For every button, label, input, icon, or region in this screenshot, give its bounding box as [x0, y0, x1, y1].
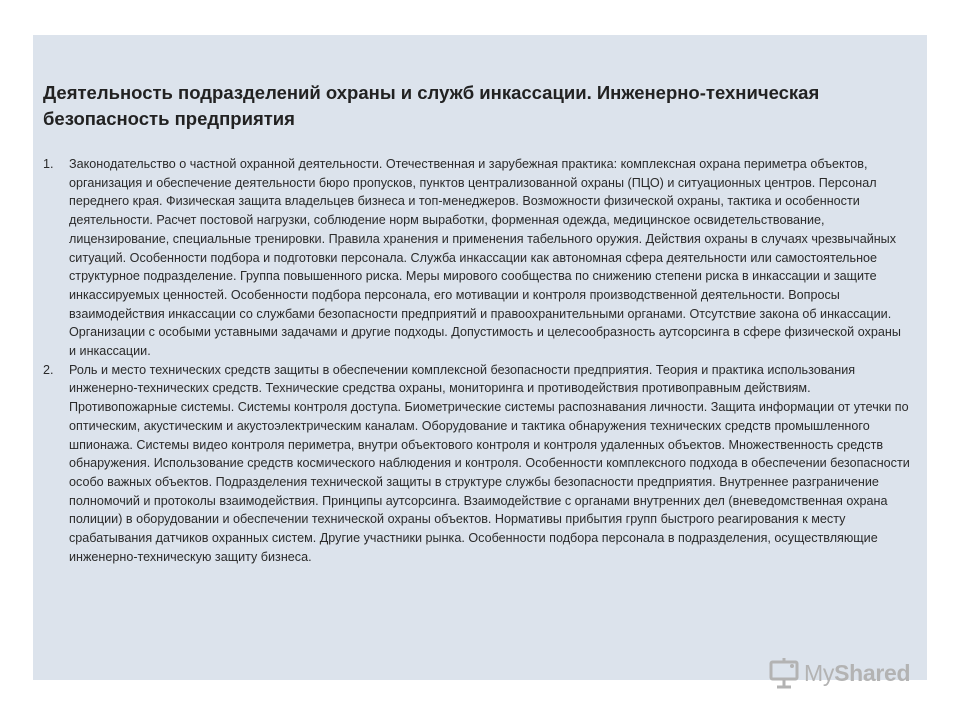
- list-item-text: Роль и место технических средств защиты в обеспечении комплексной безопасности предприятия. Теория и практика использования инженерно-технических средств. Технические средства охраны, мониторинга и противодействия противоправным действиям. Противопожарные системы. Системы контроля доступа. Биометрические системы распознавания личности. Защита информации от утечки по оптическим, акустическим и акустоэлектрическим каналам. Оборудование и тактика обнаружения технических средств промышленного шпионажа. Системы видео контроля периметра, внутри объектового контроля и контроля удаленных объектов. Множественность средств обнаружения. Использование средств космического наблюдения и контроля. Особенности комплексного подхода в обеспечении безопасности особо важных объектов. Подразделения технической защиты в структуре службы безопасности предприятия. Внутреннее разграничение полномочий и протоколы взаимодействия. Принципы аутсорсинга. Взаимодействие с органами внутренних дел (вневедомственная охрана полиции) в оборудовании и обеспечении технической охраны объектов. Нормативы прибытия групп быстрого реагирования к месту срабатывания датчиков охранных систем. Другие участники рынка. Особенности подбора персонала в подразделения, осуществляющие инженерно-техническую защиту бизнеса.: [69, 362, 910, 564]
- list-item: [43, 155, 911, 361]
- watermark-brand: MyShared: [804, 659, 911, 686]
- presentation-board-icon: [768, 656, 802, 690]
- list-item-number: 2.: [43, 362, 54, 377]
- topic-list: [43, 155, 911, 566]
- watermark-logo: [768, 655, 910, 691]
- list-item-number: 1.: [43, 157, 54, 171]
- list-item-text: Законодательство о частной охранной деятельности. Отечественная и зарубежная практика: комплексная охрана периметра объектов, организация и обеспечение деятельности бюро пропусков, пунктов централизованной охраны (ПЦО) и ситуационных центров. Персонал переднего края. Физическая защита владельцев бизнеса и топ-менеджеров. Возможности физической охраны, тактика и особенности деятельности. Расчет постовой нагрузки, соблюдение норм выработки, форменная одежда, медицинское освидетельствование, лицензирование, специальные тренировки. Правила хранения и применения табельного оружия. Действия охраны в случаях чрезвычайных ситуаций. Особенности подбора и подготовки персонала. Служба инкассации как автономная сфера деятельности или самостоятельное структурное подразделение. Группа повышенного риска. Меры мирового сообщества по снижению степени риска в инкассации и защите инкассируемых ценностей. Особенности подбора персонала, его мотивации и контроля производственной деятельности. Вопросы взаимодействия инкассации со службами безопасности предприятий и правоохранительными органами. Отсутствие закона об инкассации. Организации с особыми уставными задачами и другие подходы. Допустимость и целесообразность аутсорсинга в сфере физической охраны и инкассации.: [69, 157, 901, 359]
- slide: [33, 35, 927, 680]
- list-item: [43, 361, 911, 567]
- slide-title: Деятельность подразделений охраны и служб инкассации. Инженерно-техническая безопасность предприятия: [43, 82, 820, 129]
